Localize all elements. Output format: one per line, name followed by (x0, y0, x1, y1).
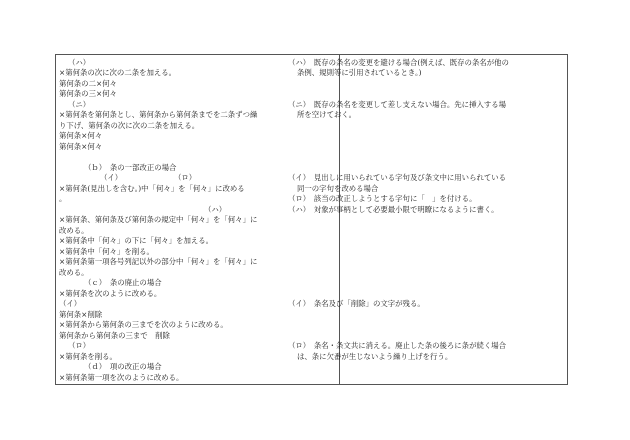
text-line: 第何条から第何条の三まで 削除 (59, 331, 170, 340)
text-line: 改める。 (59, 226, 89, 235)
text-line: ×第何条を次のように改める。 (59, 289, 162, 298)
heading-i: （イ） (100, 173, 123, 182)
note-i: （イ） 条名及び「削除」の文字が残る。 (288, 299, 425, 308)
text-line: ×第何条、第何条及び第何条の規定中「何々」を「何々」に (59, 215, 258, 224)
section-heading-d: （ｄ） 項の改正の場合 (84, 362, 162, 371)
note-i-cont: 同一の字句を改める場合 (297, 184, 379, 193)
text-line: ×第何条中「何々」を削る。 (59, 247, 154, 256)
note-ro: （ロ） 条名・条文共に消える。廃止した条の後ろに条が続く場合 (288, 341, 507, 350)
text-line: ×第何条の次に次の二条を加える。 (59, 68, 177, 77)
note-i: （イ） 見出しに用いられている字句及び条文中に用いられている (288, 173, 507, 182)
section-heading-b: （ｂ） 条の一部改正の場合 (84, 163, 177, 172)
text-line: ×第何条中「何々」の下に「何々」を加える。 (59, 236, 214, 245)
text-line: 第何条の三×何々 (59, 89, 117, 98)
note-ni-cont: 所を空けておく。 (297, 110, 356, 119)
note-ni: （ニ） 既存の条名を変更して差し支えない場合。先に挿入する場 (288, 100, 507, 109)
heading-ro: （ロ） (174, 173, 197, 182)
text-line: ×第何条から第何条の三までを次のように改める。 (59, 320, 228, 329)
section-heading-c: （ｃ） 条の廃止の場合 (84, 278, 162, 287)
text-line: 改める。 (59, 268, 89, 277)
text-line: ×第何条(見出しを含む。)中「何々」を「何々」に改める (59, 184, 245, 193)
text-line: 。 (59, 194, 67, 203)
note-ha: （ハ） 既存の条名の変更を避ける場合(例えば、既存の条名が他の (288, 58, 509, 67)
text-line: 第何条の二×何々 (59, 79, 117, 88)
heading-i: （イ） (59, 299, 82, 308)
text-line: 第何条×何々 (59, 131, 103, 140)
heading-ha: （ハ） (68, 58, 91, 67)
text-line: 第何条×何々 (59, 142, 103, 151)
note-ro: （ロ） 該当の改正しようとする字句に「 」を付ける。 (288, 194, 477, 203)
heading-ha: （ハ） (204, 205, 227, 214)
note-ro-cont: は、条に欠番が生じないよう繰り上げを行う。 (297, 352, 453, 361)
heading-ni: （ニ） (68, 100, 91, 109)
note-ha-cont: 条例、規則等に引用されているとき。) (297, 68, 422, 77)
text-line: ×第何条第一項各号列記以外の部分中「何々」を「何々」に (59, 257, 258, 266)
note-ha: （ハ） 対象が事柄として必要最小限で明瞭になるように書く。 (288, 205, 499, 214)
text-line: ×第何条第一項を次のように改める。 (59, 373, 184, 382)
text-line: 第何条×削除 (59, 310, 103, 319)
document-table (55, 54, 568, 385)
text-line: り下げ、第何条の次に次の二条を加える。 (59, 121, 200, 130)
text-line: ×第何条を第何条とし、第何条から第何条までを二条ずつ繰 (59, 110, 258, 119)
heading-ro: （ロ） (68, 341, 91, 350)
text-line: ×第何条を削る。 (59, 352, 117, 361)
